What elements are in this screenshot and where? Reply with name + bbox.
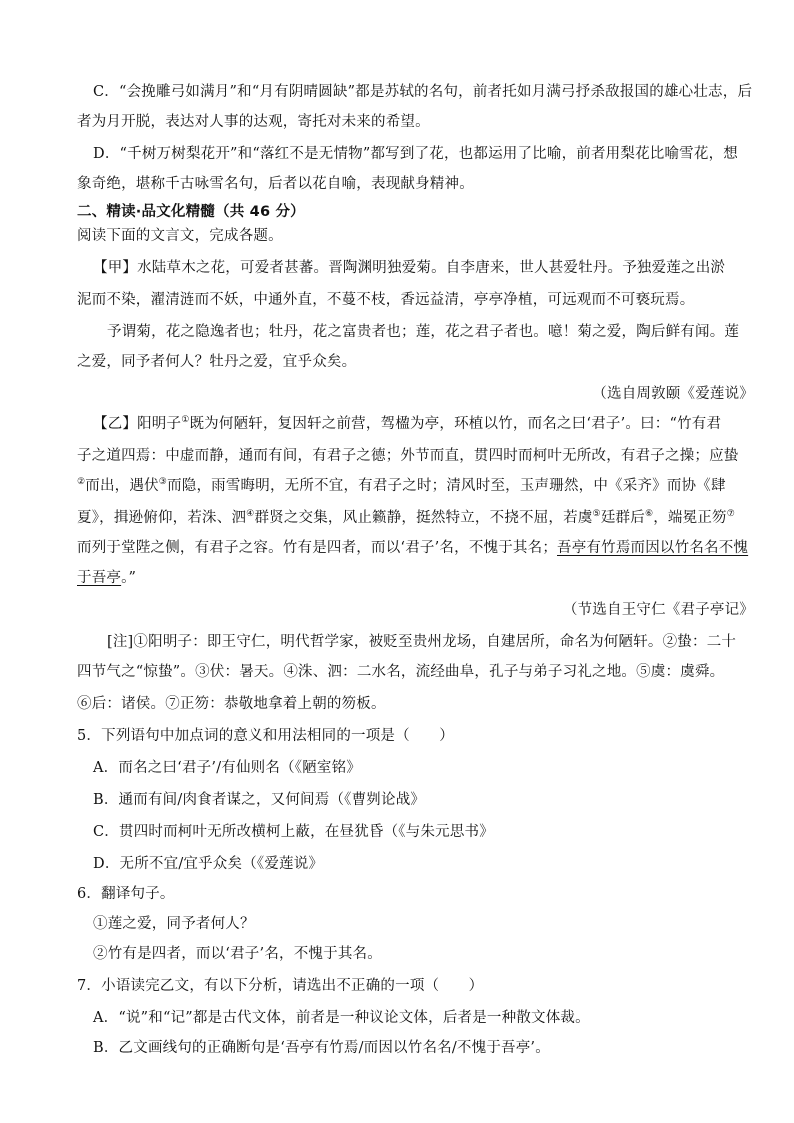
passage-yi-label: 【乙】阳明子 [93, 416, 182, 432]
passage-jia-line-2: 泥而不染，濯清涟而不妖，中通外直，不蔓不枝，香远益清，亭亭净植，可远观而不可亵玩焉。 [77, 292, 695, 308]
source-yi: （节选自王守仁《君子亭记》 [562, 602, 754, 618]
instruction-text: 阅读下面的文言文，完成各题。 [77, 228, 283, 244]
option-c-line-2: 者为月开脱，表达对人事的达观，寄托对未来的希望。 [77, 114, 430, 130]
note-mark-5: ⑤ [592, 509, 601, 520]
note-mark-2: ② [77, 477, 86, 488]
passage-yi-line-6: 于吾亭。” [77, 570, 137, 586]
q5-option-b: B．通而有间/肉食者谋之，又何间焉（《曹刿论战》 [93, 792, 426, 808]
note-mark-3: ③ [158, 477, 168, 488]
q5-option-c: C．贯四时而柯叶无所改横柯上蔽，在昼犹昏（《与朱元思书》 [93, 824, 494, 840]
section-heading: 二、精读·品文化精髓（共 46 分） [77, 204, 305, 220]
q6-sentence-2: ②竹有是四者，而以‘君子’名，不愧于其名。 [93, 946, 382, 962]
passage-yi-line-2: 子之道四焉：中虚而静，通而有间，有君子之德；外节而直，贯四时而柯叶无所改，有君子之操；应蛰 [77, 448, 739, 464]
passage-yi-line-5: 而列于堂陛之侧，有君子之容。竹有是四者，而以‘君子’名，不愧于其名；吾亭有竹焉而因以竹名名不愧 [77, 540, 749, 556]
passage-jia-line-3: 予谓菊，花之隐逸者也；牡丹，花之富贵者也；莲，花之君子者也。噫！菊之爱，陶后鲜有闻。莲 [107, 324, 740, 340]
q5-option-a: A．而名之曰‘君子’/有仙则名（《陋室铭》 [93, 760, 362, 776]
option-c-line-1: C．“会挽雕弓如满月”和“月有阴晴圆缺”都是苏轼的名句，前者托如月满弓抒杀敌报国的雄心壮志，后 [93, 84, 753, 100]
question-5: 5．下列语句中加点词的意义和用法相同的一项是（ ） [77, 728, 454, 744]
passage-yi-line-1: 【乙】阳明子①既为何陋轩，复因轩之前营，驾楹为亭，环植以竹，而名之曰‘君子’。曰：“竹有君 [93, 415, 722, 432]
passage-yi-line-4: 夏》，揖逊俯仰，若洙、泗④群贤之交集，风止籁静，挺然特立，不挠不屈，若虞⑤廷群后⑥，端冕正笏⑦ [77, 509, 735, 526]
passage-jia-line-1: 【甲】水陆草木之花，可爱者甚蕃。晋陶渊明独爱菊。自李唐来，世人甚爱牡丹。予独爱莲之出淤 [93, 260, 726, 276]
q5-option-d: D．无所不宜/宜乎众矣（《爱莲说》 [93, 856, 324, 872]
q7-option-a: A．“说”和“记”都是古代文体，前者是一种议论文体，后者是一种散文体裁。 [93, 1010, 590, 1026]
question-6: 6．翻译句子。 [77, 886, 175, 902]
underlined-sentence-part-2: 于吾亭 [77, 570, 122, 586]
notes-line-1: [注]①阳明子：即王守仁，明代哲学家，被贬至贵州龙场，自建居所，命名为何陋轩。②蛰：二十 [107, 634, 737, 650]
source-jia: （选自周敦颐《爱莲说》 [592, 386, 754, 402]
passage-yi-line-3: ②而出，遇伏③而隐，雨雪晦明，无所不宜，有君子之时；清风时至，玉声珊然，中《采齐》而协《肆 [77, 477, 726, 494]
note-mark-1: ① [181, 415, 190, 426]
question-7: 7．小语读完乙文，有以下分析，请选出不正确的一项（ ） [77, 978, 484, 994]
note-mark-4: ④ [246, 509, 255, 520]
underlined-sentence-part-1: 吾亭有竹焉而因以竹名名不愧 [557, 540, 749, 556]
note-mark-6: ⑥ [644, 509, 654, 520]
q7-option-b: B．乙文画线句的正确断句是‘吾亭有竹焉/而因以竹名名/不愧于吾亭’。 [93, 1040, 550, 1056]
notes-line-2: 四节气之“惊蛰”。③伏：暑天。④洙、泗：二水名，流经曲阜，孔子与弟子习礼之地。⑤虞：虞舜。 [77, 664, 725, 680]
option-d-line-1: D．“千树万树梨花开”和“落红不是无情物”都写到了花，也都运用了比喻，前者用梨花比喻雪花，想 [93, 146, 738, 162]
q6-sentence-1: ①莲之爱，同予者何人？ [93, 916, 255, 932]
passage-jia-line-4: 之爱，同予者何人？牡丹之爱，宜乎众矣。 [77, 354, 357, 370]
option-d-line-2: 象奇绝，堪称千古咏雪名句，后者以花自喻，表现献身精神。 [77, 176, 474, 192]
notes-line-3: ⑥后：诸侯。⑦正笏：恭敬地拿着上朝的笏板。 [77, 696, 386, 712]
note-mark-7: ⑦ [726, 509, 735, 520]
